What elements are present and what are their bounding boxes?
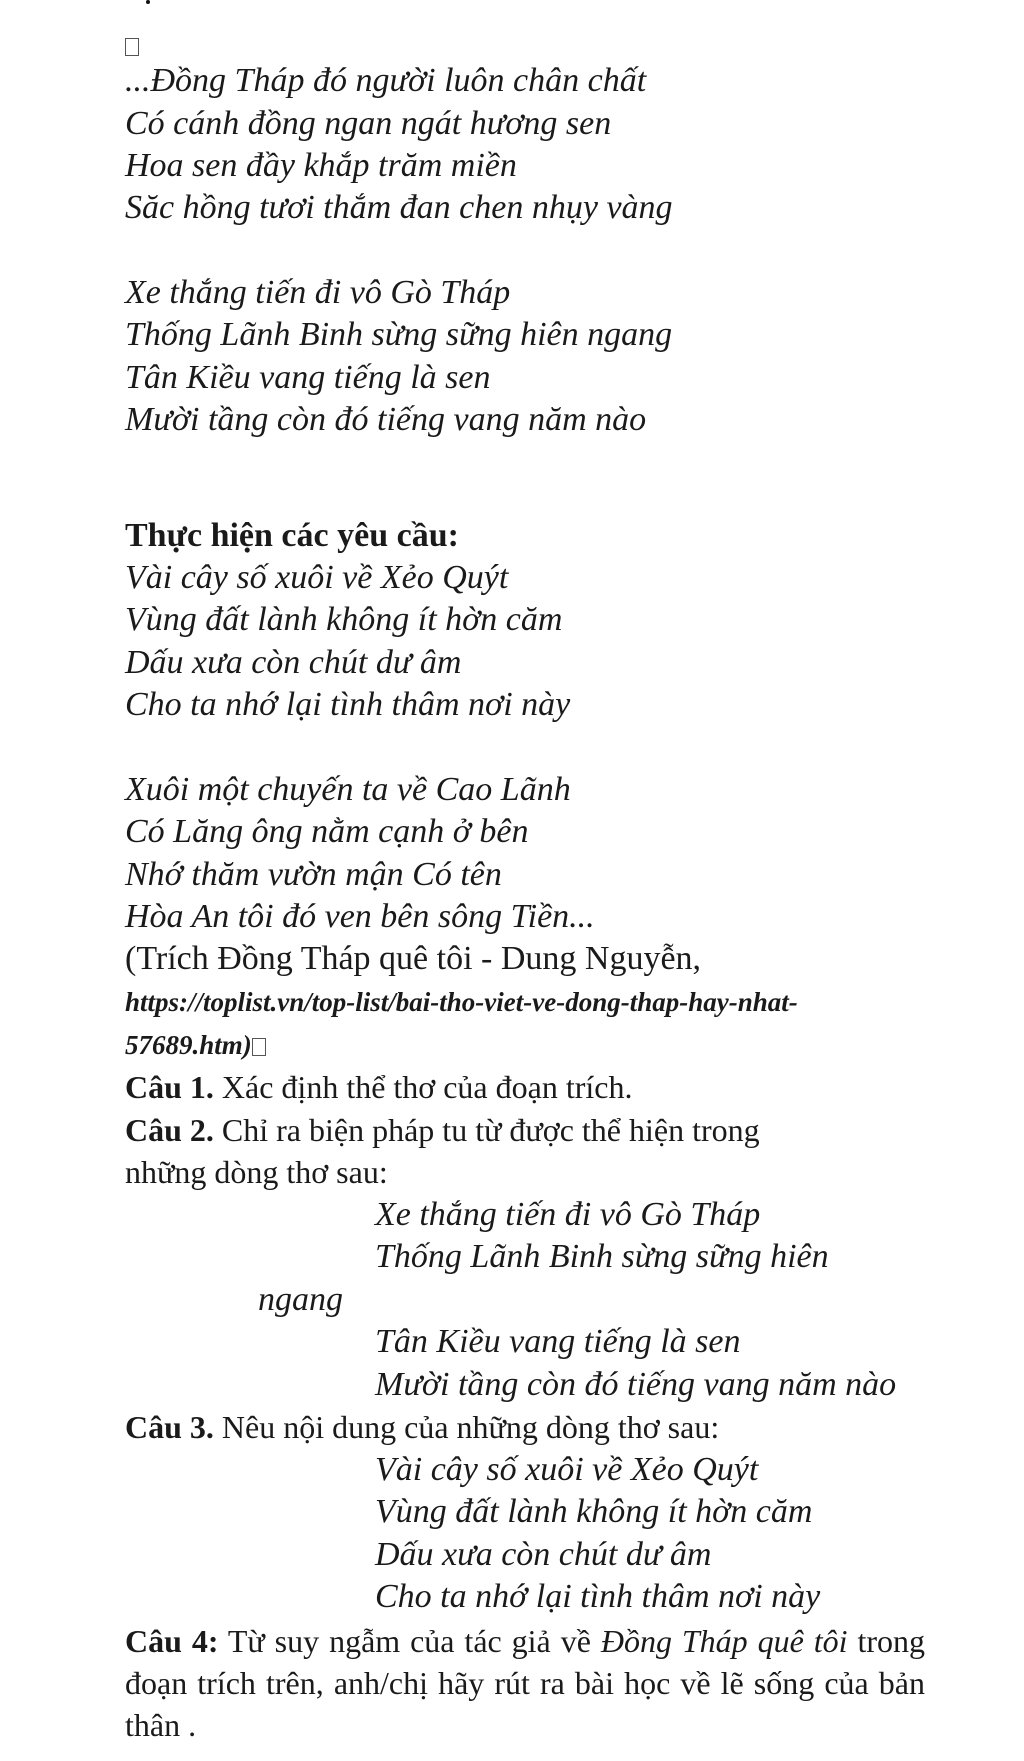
verse-line: Tân Kiều vang tiếng là sen <box>375 1323 741 1360</box>
poem-line: Xe thắng tiến đi vô Gò Tháp <box>125 274 511 311</box>
citation: (Trích Đồng Tháp quê tôi - Dung Nguyễn, <box>125 940 702 977</box>
question-2: Câu 2. Chỉ ra biện pháp tu từ được thể hiện trong <box>125 1112 760 1148</box>
source-url-end: 57689.htm) <box>125 1025 266 1065</box>
poem-line: Vùng đất lành không ít hờn căm <box>125 601 563 638</box>
verse-line: Xe thắng tiến đi vô Gò Tháp <box>375 1196 761 1233</box>
question-3: Câu 3. Nêu nội dung của những dòng thơ sau: <box>125 1409 720 1445</box>
poem-line: Có cánh đồng ngan ngát hương sen <box>125 105 612 142</box>
placeholder-box-icon <box>252 1038 266 1056</box>
verse-line: ngang <box>258 1281 343 1318</box>
poem-line: Có Lăng ông nằm cạnh ở bên <box>125 813 529 850</box>
section-heading: Thực hiện các yêu cầu: <box>125 517 459 554</box>
verse-line: Cho ta nhớ lại tình thâm nơi này <box>375 1578 821 1615</box>
poem-line: Cho ta nhớ lại tình thâm nơi này <box>125 686 571 723</box>
speck-dot <box>146 0 150 4</box>
poem-line: Mười tầng còn đó tiếng vang năm nào <box>125 401 647 438</box>
source-url: https://toplist.vn/top-list/bai-tho-viet-ve-dong-thap-hay-nhat- <box>125 987 798 1017</box>
poem-line: Nhớ thăm vườn mận Có tên <box>125 856 502 893</box>
poem-line: Dấu xưa còn chút dư âm <box>125 644 462 681</box>
verse-line: Dấu xưa còn chút dư âm <box>375 1536 712 1573</box>
question-2-cont: những dòng thơ sau: <box>125 1154 388 1190</box>
poem-line: Thống Lãnh Binh sừng sững hiên ngang <box>125 316 673 353</box>
poem-line: Xuôi một chuyến ta về Cao Lãnh <box>125 771 571 808</box>
poem-line: ...Đồng Tháp đó người luôn chân chất <box>125 62 647 99</box>
poem-line: Hoa sen đầy khắp trăm miền <box>125 147 517 184</box>
question-1: Câu 1. Xác định thể thơ của đoạn trích. <box>125 1069 633 1105</box>
poem-line: Săc hồng tươi thắm đan chen nhụy vàng <box>125 189 673 226</box>
poem-line: Vài cây số xuôi về Xẻo Quýt <box>125 559 509 596</box>
verse-line: Vùng đất lành không ít hờn căm <box>375 1493 813 1530</box>
verse-line: Vài cây số xuôi về Xẻo Quýt <box>375 1451 759 1488</box>
placeholder-box-icon <box>125 38 139 56</box>
poem-line: Tân Kiều vang tiếng là sen <box>125 359 491 396</box>
verse-line: Mười tầng còn đó tiếng vang năm nào <box>375 1366 897 1403</box>
question-4: Câu 4: Từ suy ngẫm của tác giả về Đồng Tháp quê tôi trong đoạn trích trên, anh/chị hãy rút ra bài học về lẽ sống của bản thân . <box>125 1623 926 1743</box>
verse-line: Thống Lãnh Binh sừng sững hiên <box>375 1238 829 1275</box>
poem-line: Hòa An tôi đó ven bên sông Tiền... <box>125 898 595 935</box>
